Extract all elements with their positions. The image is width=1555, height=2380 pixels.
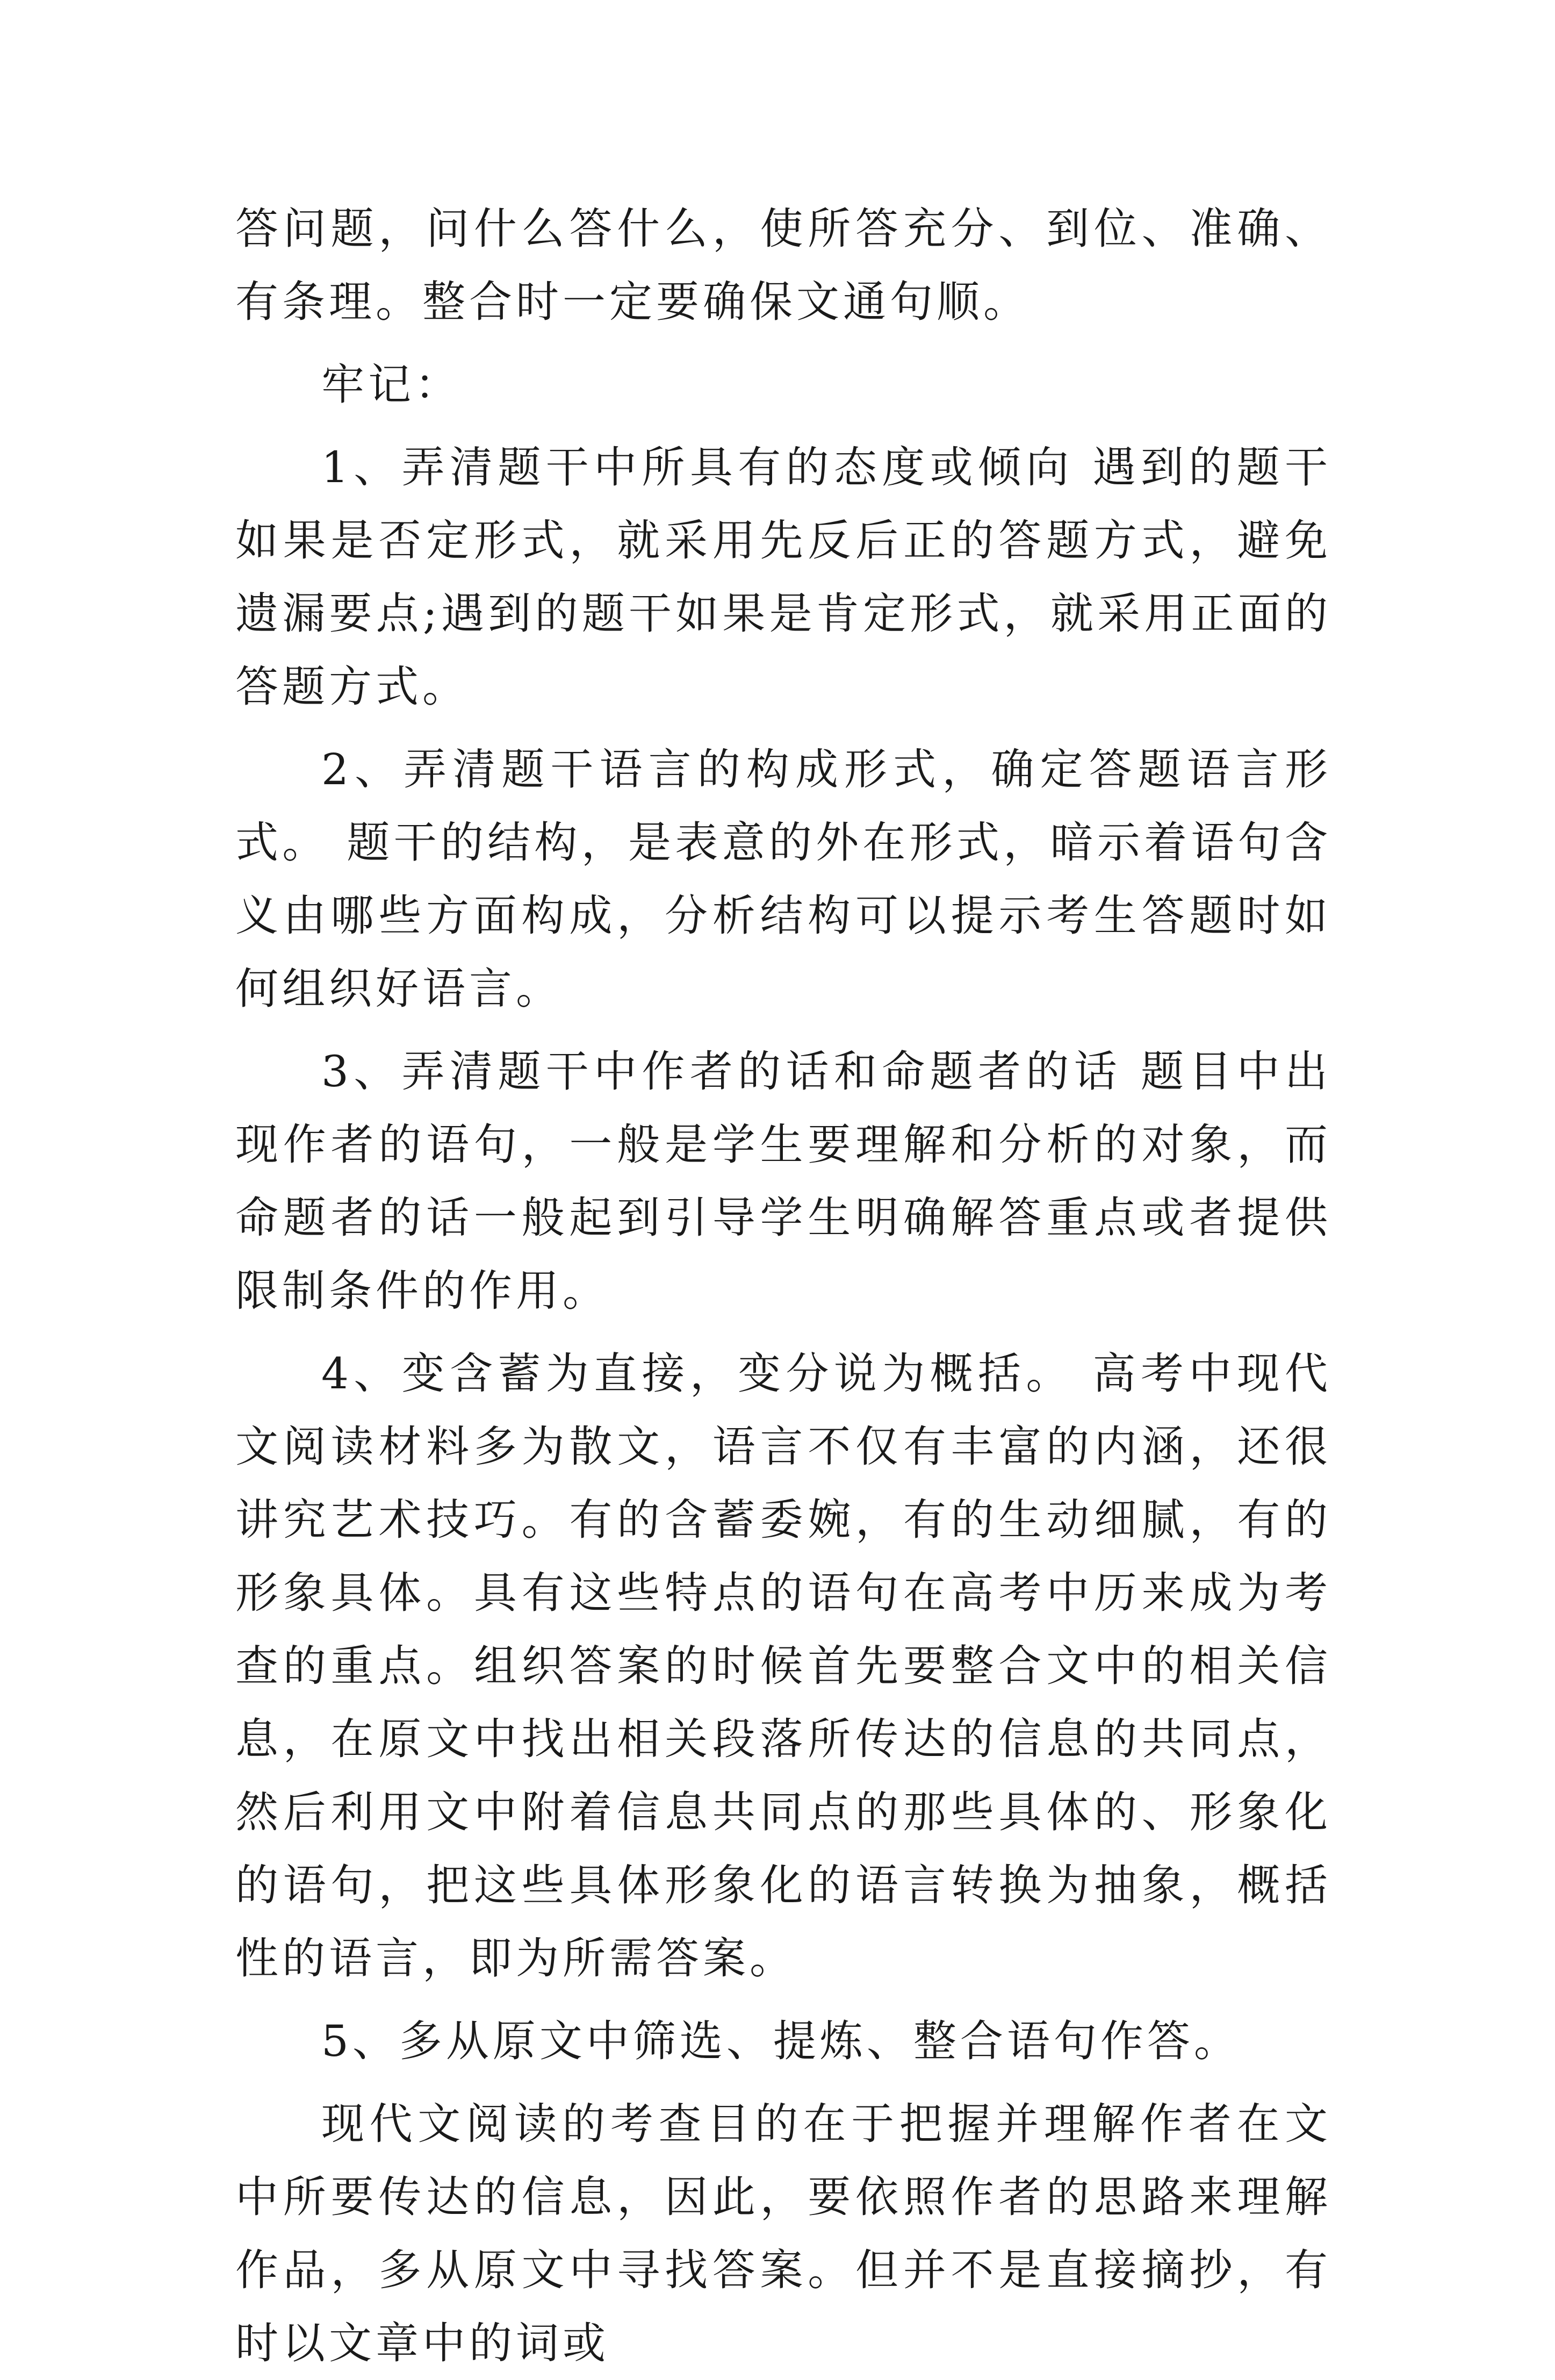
- document-body: [235, 192, 1331, 2380]
- paragraph-8: 现代文阅读的考查目的在于把握并理解作者在文中所要传达的信息，因此，要依照作者的思路来理解作品，多从原文中寻找答案。但并不是直接摘抄，有时以文章中的词或: [235, 2099, 1331, 2368]
- paragraph-6-point-4: 4、变含蓄为直接，变分说为概括。 高考中现代文阅读材料多为散文，语言不仅有丰富的内涵，还很讲究艺术技巧。有的含蓄委婉，有的生动细腻，有的形象具体。具有这些特点的语句在高考中历来成为考查的重点。组织答案的时候首先要整合文中的相关信息，在原文中找出相关段落所传达的信息的共同点，然后利用文中附着信息共同点的那些具体的、形象化的语句，把这些具体形象化的语言转换为抽象，概括性的语言，即为所需答案。: [235, 1349, 1331, 1983]
- paragraph-4-point-2: 2、弄清题干语言的构成形式，确定答题语言形式。 题干的结构，是表意的外在形式，暗示着语句含义由哪些方面构成，分析结构可以提示考生答题时如何组织好语言。: [235, 744, 1331, 1014]
- paragraph-3-point-1: 1、弄清题干中所具有的态度或倾向 遇到的题干如果是否定形式，就采用先反后正的答题方式，避免遗漏要点;遇到的题干如果是肯定形式，就采用正面的答题方式。: [235, 442, 1331, 712]
- paragraph-5-point-3: 3、弄清题干中作者的话和命题者的话 题目中出现作者的语句，一般是学生要理解和分析的对象，而命题者的话一般起到引导学生明确解答重点或者提供限制条件的作用。: [235, 1046, 1331, 1316]
- paragraph-2-heading: 牢记：: [321, 360, 462, 410]
- paragraph-7-point-5: 5、多从原文中筛选、提炼、整合语句作答。: [321, 2016, 1241, 2066]
- paragraph-1: 答问题，问什么答什么，使所答充分、到位、准确、有条理。整合时一定要确保文通句顺。: [235, 204, 1331, 327]
